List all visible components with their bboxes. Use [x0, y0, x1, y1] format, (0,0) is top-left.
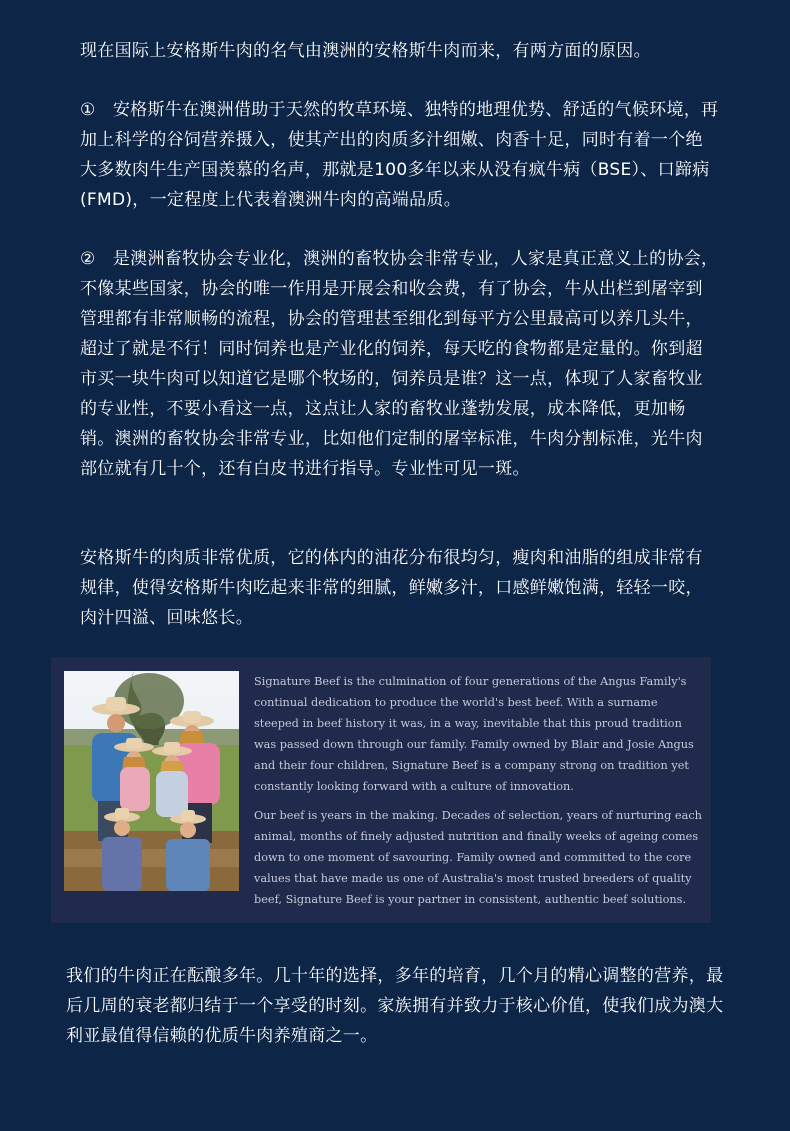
reason-two-paragraph: ② 是澳洲畜牧协会专业化，澳洲的畜牧协会非常专业，人家是真正意义上的协会，不像某些国家，协会的唯一作用是开展会和收会费，有了协会，牛从出栏到屠宰到管理都有非常顺畅的流程，协会的管理甚至细化到每平方公里最高可以养几头牛，超过了就是不行！同时饲养也是产业化的饲养，每天吃的食物都是定量的。你到超市买一块牛肉可以知道它是哪个牧场的，饲养员是谁？这一点，体现了人家畜牧业的专业性，不要小看这一点，这点让人家的畜牧业蓬勃发展，成本降低，更加畅销。澳洲的畜牧协会非常专业，比如他们定制的屠宰标准，牛肉分割标准，光牛肉部位就有几十个，还有白皮书进行指导。专业性可见一斑。: [80, 249, 719, 479]
family-photo-image: [64, 671, 239, 891]
reason-one-paragraph: ① 安格斯牛在澳洲借助于天然的牧草环境、独特的地理优势、舒适的气候环境，再加上科学的谷饲营养摄入，使其产出的肉质多汁细嫩、肉香十足，同时有着一个绝大多数肉牛生产国羡慕的名声，那就是100多年以来从没有疯牛病（BSE）、口蹄病(FMD)，一定程度上代表着澳洲牛肉的高端品质。: [80, 100, 719, 210]
english-paragraph-1: Signature Beef is the culmination of four generations of the Angus Family's continual dedication to produce the world's best beef. With a surname steeped in beef history it was, in a way, inevitable that this proud tradition was passed down through our family. Family owned by Blair and Josie Angus and their four children, Signature Beef is a company strong on tradition yet constantly looking forward with a culture of innovation.: [254, 675, 694, 793]
closing-paragraph: 我们的牛肉正在酝酿多年。几十年的选择，多年的培育，几个月的精心调整的营养，最后几周的衰老都归结于一个享受的时刻。家族拥有并致力于核心价值，使我们成为澳大利亚最值得信赖的优质牛肉养殖商之一。: [66, 966, 724, 1046]
meat-quality-paragraph: 安格斯牛的肉质非常优质，它的体内的油花分布很均匀，瘦肉和油脂的组成非常有规律，使得安格斯牛肉吃起来非常的细腻，鲜嫩多汁，口感鲜嫩饱满，轻轻一咬，肉汁四溢、回味悠长。: [80, 548, 703, 628]
family-photo: [64, 671, 239, 891]
english-description: [254, 671, 704, 918]
signature-beef-info-box: [51, 657, 711, 923]
intro-paragraph: 现在国际上安格斯牛肉的名气由澳洲的安格斯牛肉而来，有两方面的原因。: [80, 41, 651, 61]
english-paragraph-2: Our beef is years in the making. Decades of selection, years of nurturing each animal, months of finely adjusted nutrition and finally weeks of ageing comes down to one moment of savouring. Family owned and committed to the core values that have made us one of Australia's most trusted breeders of quality beef, Signature Beef is your partner in consistent, authentic beef solutions.: [254, 809, 702, 906]
